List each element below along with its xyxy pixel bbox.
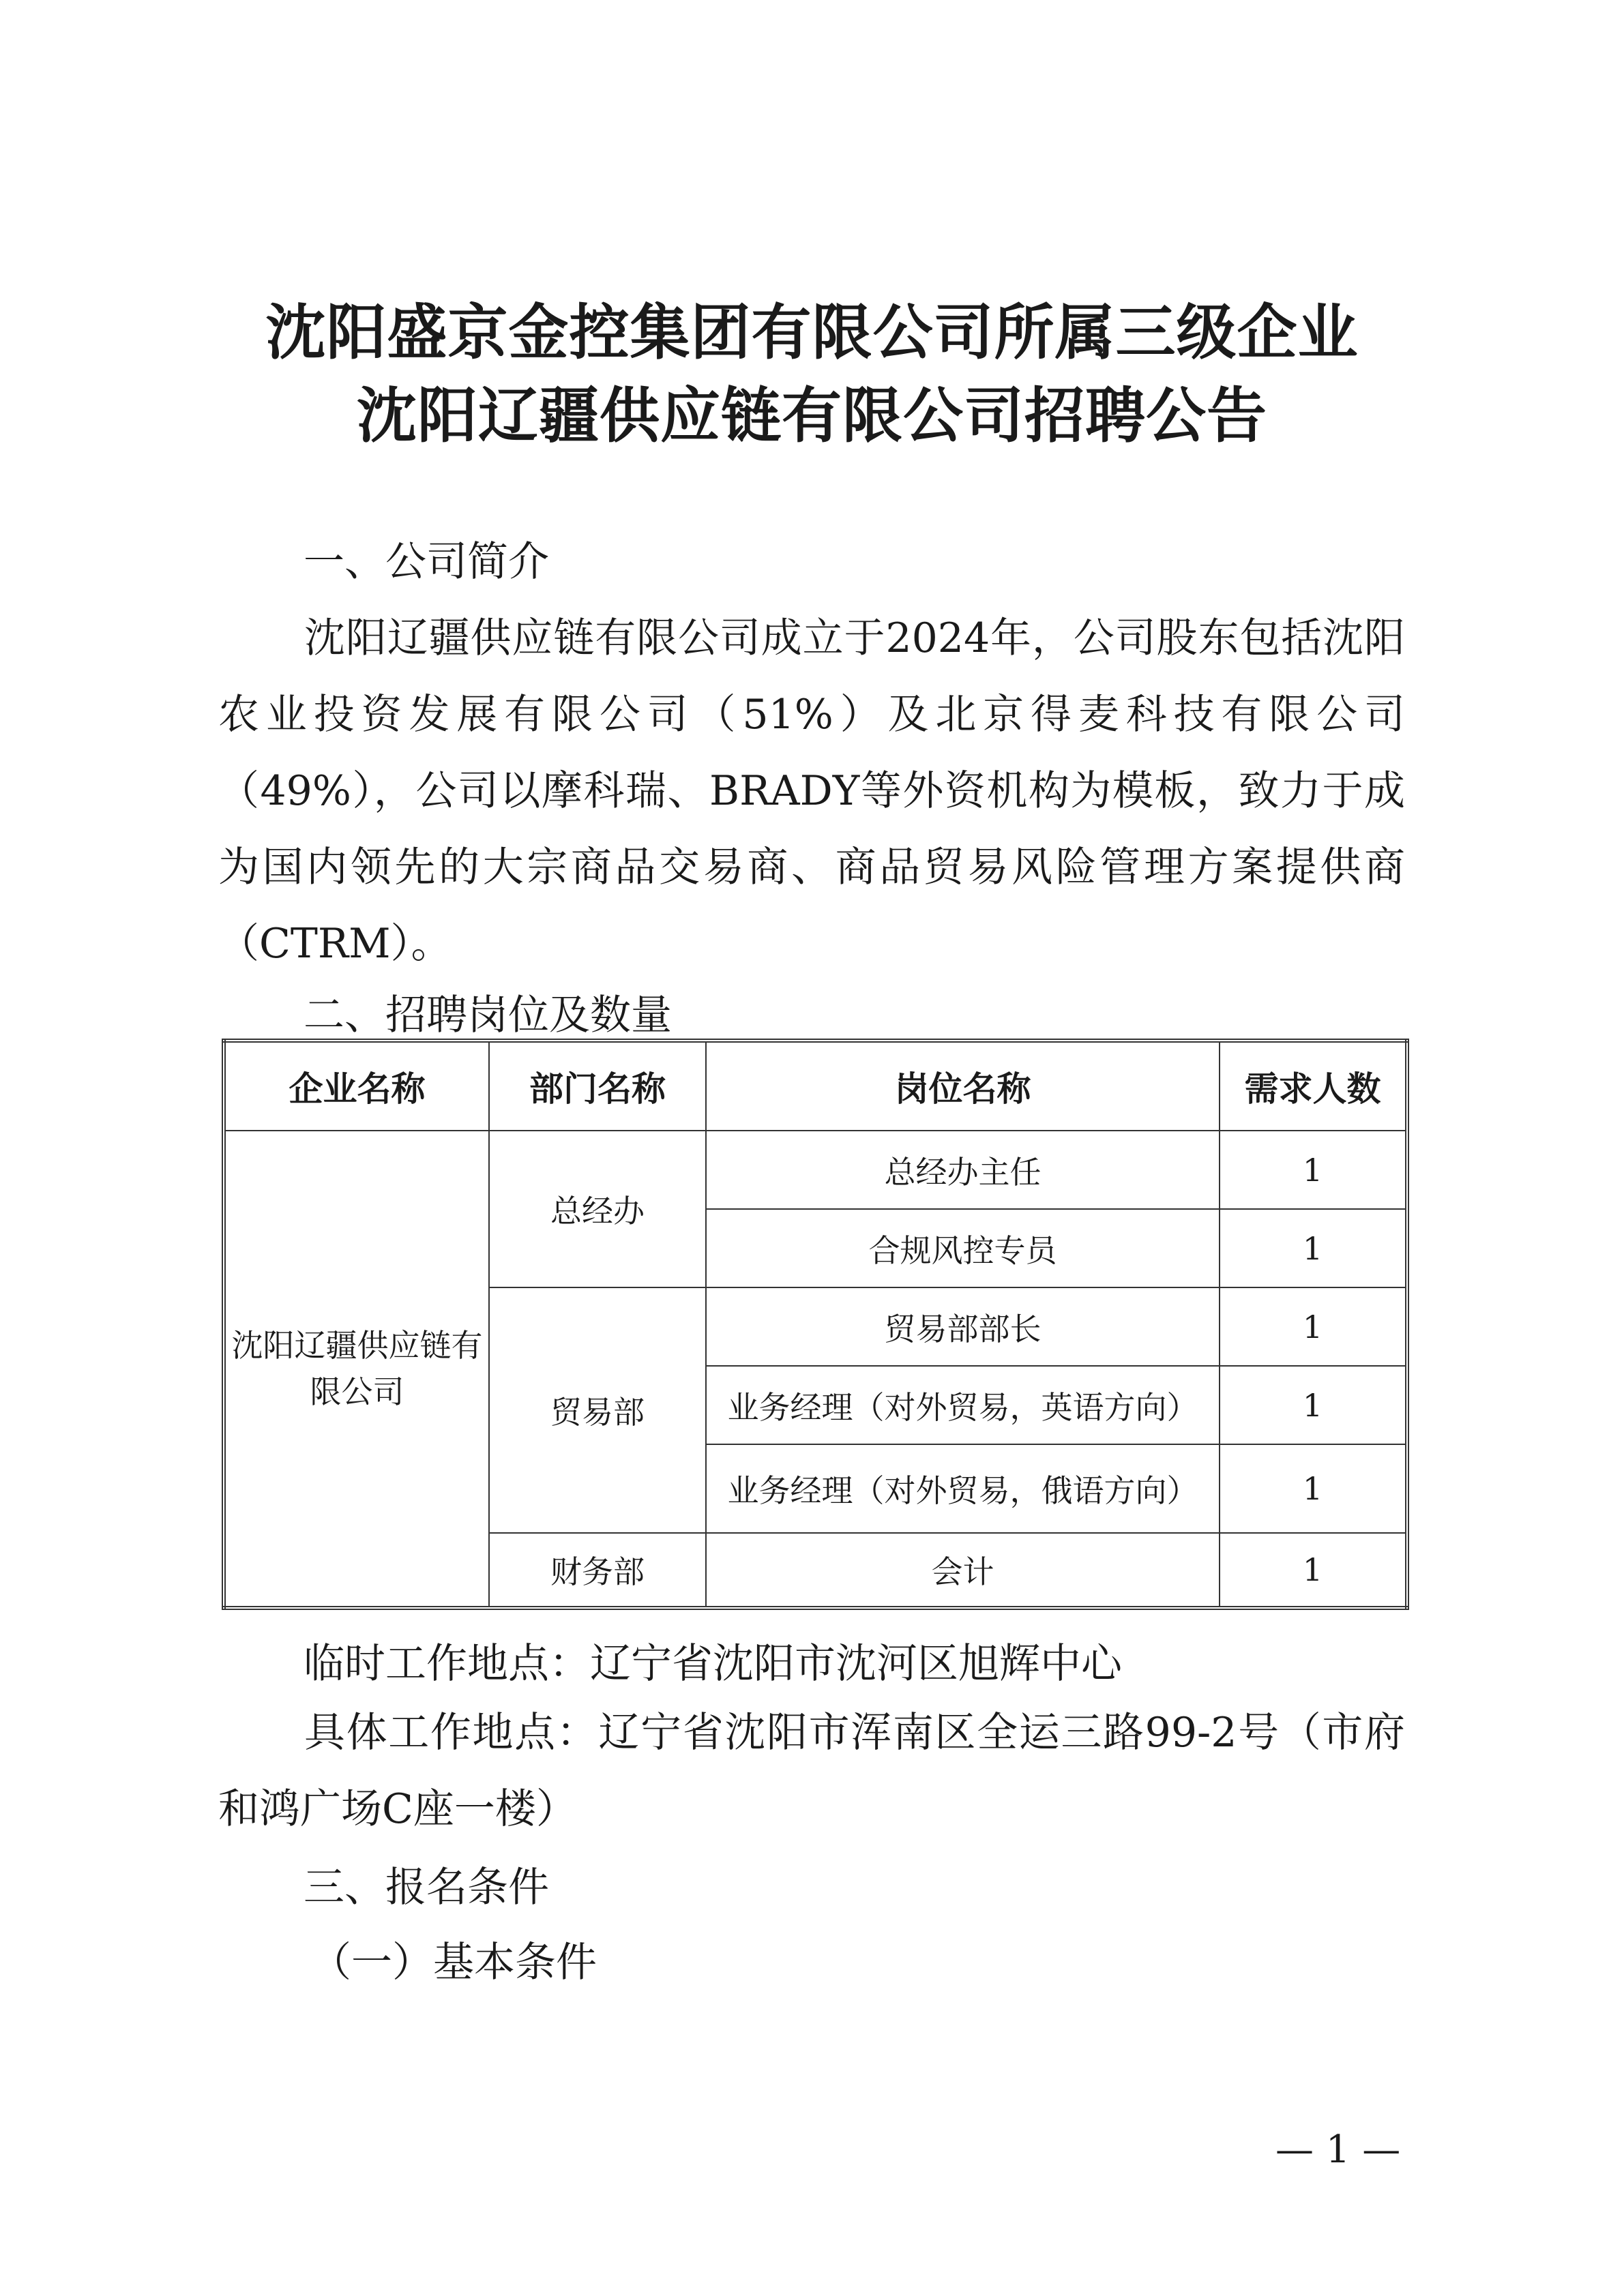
company-intro-paragraph: 沈阳辽疆供应链有限公司成立于2024年，公司股东包括沈阳农业投资发展有限公司（51%）及北京得麦科技有限公司（49%），公司以摩科瑞、BRADY等外资机构为模板，致力于成为国内领先的大宗商品交易商、商品贸易风险管理方案提供商（CTRM）。 (218, 614, 1405, 968)
header-count: 需求人数 (1220, 1041, 1407, 1131)
section-heading-positions: 二、招聘岗位及数量 (304, 992, 672, 1039)
count-cell: 1 (1220, 1366, 1407, 1444)
subsection-basic-requirements: （一）基本条件 (310, 1939, 597, 1986)
position-cell: 业务经理（对外贸易，英语方向） (706, 1366, 1220, 1444)
company-name-cell: 沈阳辽疆供应链有限公司 (224, 1131, 489, 1608)
section-heading-company-intro: 一、公司简介 (304, 538, 549, 586)
position-cell: 合规风控专员 (706, 1209, 1220, 1287)
count-cell: 1 (1220, 1131, 1407, 1209)
department-cell: 财务部 (489, 1533, 706, 1608)
header-position: 岗位名称 (706, 1041, 1220, 1131)
count-cell: 1 (1220, 1444, 1407, 1533)
count-cell: 1 (1220, 1209, 1407, 1287)
positions-table (222, 1039, 1409, 1610)
table-header-row (224, 1041, 1407, 1131)
position-cell: 会计 (706, 1533, 1220, 1608)
department-cell: 总经办 (489, 1131, 706, 1287)
header-company: 企业名称 (224, 1041, 489, 1131)
count-cell: 1 (1220, 1287, 1407, 1366)
count-cell: 1 (1220, 1533, 1407, 1608)
document-title-line-2: 沈阳辽疆供应链有限公司招聘公告 (356, 381, 1267, 451)
document-title-line-1: 沈阳盛京金控集团有限公司所属三级企业 (265, 297, 1359, 368)
section-heading-requirements: 三、报名条件 (304, 1864, 549, 1911)
position-cell: 总经办主任 (706, 1131, 1220, 1209)
page-number: — 1 — (1275, 2128, 1401, 2172)
department-cell: 贸易部 (489, 1287, 706, 1533)
table-row (224, 1131, 1407, 1209)
header-department: 部门名称 (489, 1041, 706, 1131)
position-cell: 贸易部部长 (706, 1287, 1220, 1366)
position-cell: 业务经理（对外贸易，俄语方向） (706, 1444, 1220, 1533)
temporary-work-location: 临时工作地点：辽宁省沈阳市沈河区旭辉中心 (304, 1640, 1122, 1688)
work-location-paragraph: 具体工作地点：辽宁省沈阳市浑南区全运三路99-2号（市府和鸿广场C座一楼） (218, 1709, 1405, 1833)
